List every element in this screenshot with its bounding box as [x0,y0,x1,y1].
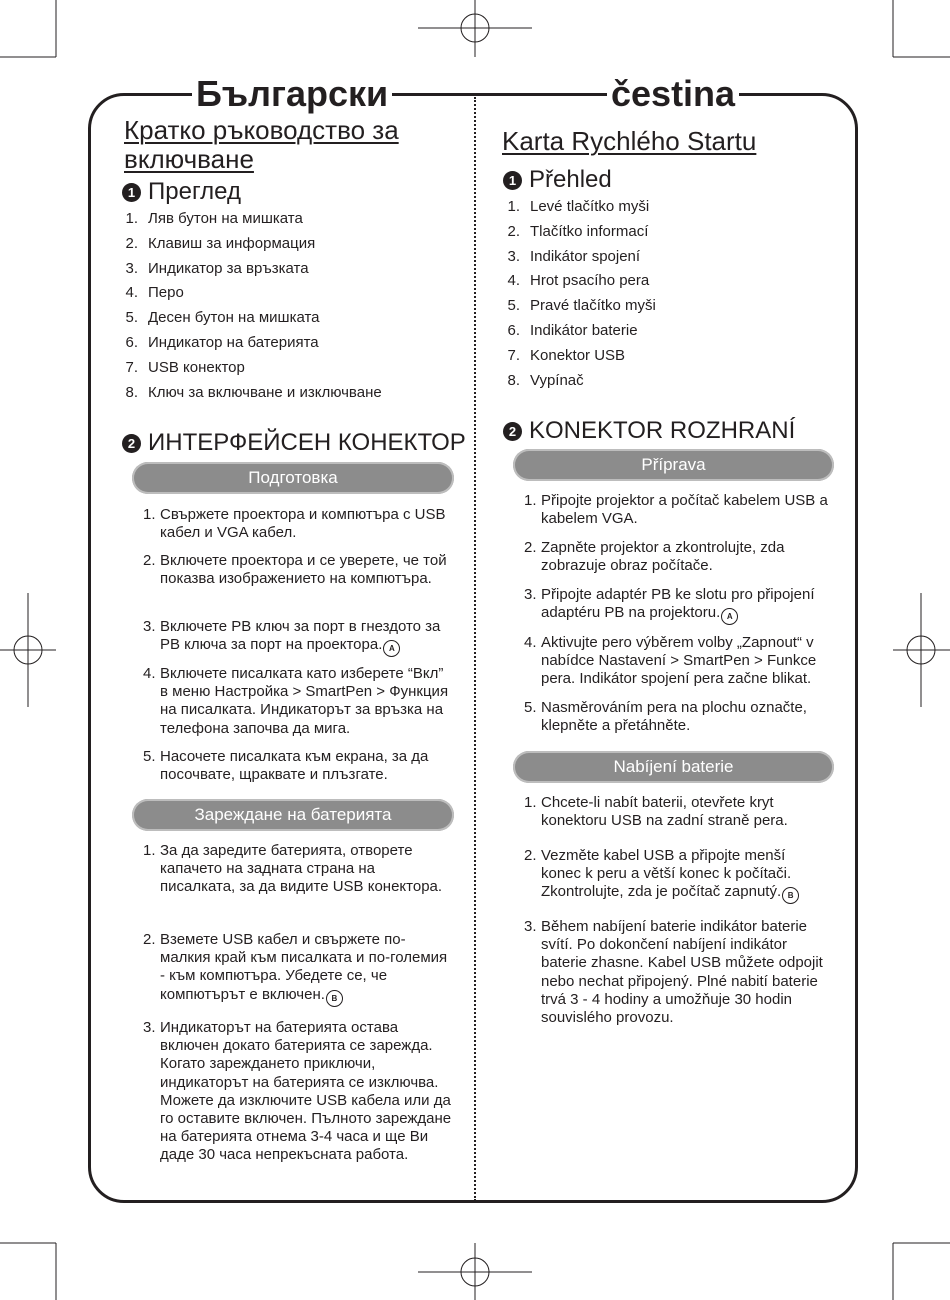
language-title-czech: čestina [607,72,739,116]
charge-step: 1. За да заредите батерията, отворете капачето на задната страна на писалката, за да видите USB конектора. [143,842,443,896]
overview-list [492,195,656,393]
column-divider [474,97,476,1201]
guide-title: Karta Rychlého Startu [502,126,757,156]
list-item: 4. Hrot psacího pera [507,272,650,290]
list-item: 5. Десен бутон на мишката [125,309,320,327]
list-item: 5. Pravé tlačítko myši [507,297,656,315]
preparation-banner: Příprava [513,449,834,481]
list-item: 2. Tlačítko informací [507,222,649,240]
prep-step: 3. Включете PB ключ за порт в гнездото за PB ключа за порт на проектора. A [143,618,448,657]
interface-heading [122,429,466,457]
prep-step: 5. Nasměrováním pera na plochu označte, klepněte a přetáhněte. [524,699,807,735]
charge-step: 2. Vezměte kabel USB a připojte menší konec k peru a větší konec k počítači. Zkontrolujte, zda je počítač zapnutý. B [524,847,824,904]
charging-banner: Зареждане на батерията [132,799,454,831]
list-item: 8. Vypínač [507,371,584,389]
overview-list [110,207,382,405]
overview-heading [503,166,612,194]
list-item: 6. Indikátor baterie [507,321,638,339]
prep-step: 2. Zapněte projektor a zkontrolujte, zda zobrazuje obraz počítače. [524,539,785,575]
guide-title: Кратко ръководство за включване [124,115,399,174]
list-item: 2. Клавиш за информация [125,234,316,252]
prep-step: 4. Aktivujte pero výběrem volby „Zapnout“ v nabídce Nastavení > SmartPen > Funkce pera. Indikátor spojení pera začne blikat. [524,634,817,688]
overview-title: Преглед [148,178,241,205]
section-number-icon: 1 [122,183,141,202]
prep-step: 2. Включете проектора и се уверете, че той показва изображението на компютъра. [143,552,447,588]
list-item: 1. Ляв бутон на мишката [125,210,303,227]
prep-step: 3. Připojte adaptér PB ke slotu pro připojení adaptéru PB na projektoru. A [524,586,836,625]
charge-step: 3. Индикаторът на батерията остава включен докато батерията се зарежда. Когато зареждането приключи, индикаторът на батерията се изключва. Можете да изключите USB кабела или да го оставите включен. Пълното зареждане на батерията отнема 3-4 часа и ще Ви даде 30 часа непрекъсната работа. [143,1019,452,1164]
list-item: 3. Indikátor spojení [507,247,641,265]
prep-step: 5. Насочете писалката към екрана, за да посочвате, щраквате и плъзгате. [143,748,429,784]
charging-banner: Nabíjení baterie [513,751,834,783]
language-title-bulgarian: Български [192,72,392,116]
list-item: 7. USB конектор [125,358,245,376]
list-item: 7. Konektor USB [507,346,626,364]
interface-heading [503,417,795,445]
section-number-icon: 1 [503,171,522,190]
section-number-icon: 2 [503,422,522,441]
list-item: 1. Levé tlačítko myši [507,198,650,215]
prep-step: 4. Включете писалката като изберете “Вкл” в меню Настройка > SmartPen > Функция на писалката. Индикаторът за връзка на телефона започва да мига. [143,665,449,737]
interface-title: ИНТЕРФЕЙСЕН КОНЕКТОР [148,429,466,456]
marker-a-icon: A [383,640,400,657]
list-item: 8. Ключ за включване и изключване [125,383,382,401]
marker-b-icon: B [782,887,799,904]
section-number-icon: 2 [122,434,141,453]
list-item: 6. Индикатор на батерията [125,333,319,351]
charge-step: 2. Вземете USB кабел и свържете по-малкия край към писалката и по-големия - към компютъра. Убедете се, че компютърът е включен. B [143,931,453,1007]
preparation-banner: Подготовка [132,462,454,494]
overview-title: Přehled [529,166,612,193]
list-item: 4. Перо [125,284,184,302]
list-item: 3. Индикатор за връзката [125,259,309,277]
interface-title: KONEKTOR ROZHRANÍ [529,417,796,444]
prep-step: 1. Připojte projektor a počítač kabelem USB a kabelem VGA. [524,492,828,528]
marker-a-icon: A [721,608,738,625]
marker-b-icon: B [326,990,343,1007]
prep-step: 1. Свържете проектора и компютъра с USB кабел и VGA кабел. [143,506,446,542]
overview-heading [122,178,241,206]
charge-step: 3. Během nabíjení baterie indikátor baterie svítí. Po dokončení nabíjení indikátor baterie zhasne. Kabel USB můžete odpojit nebo nechat připojený. Plné nabití baterie trvá 3 - 4 hodiny a umožňuje 30 hodin souvislého provozu. [524,918,823,1027]
charge-step: 1. Chcete-li nabít baterii, otevřete kryt konektoru USB na zadní straně pera. [524,794,788,830]
